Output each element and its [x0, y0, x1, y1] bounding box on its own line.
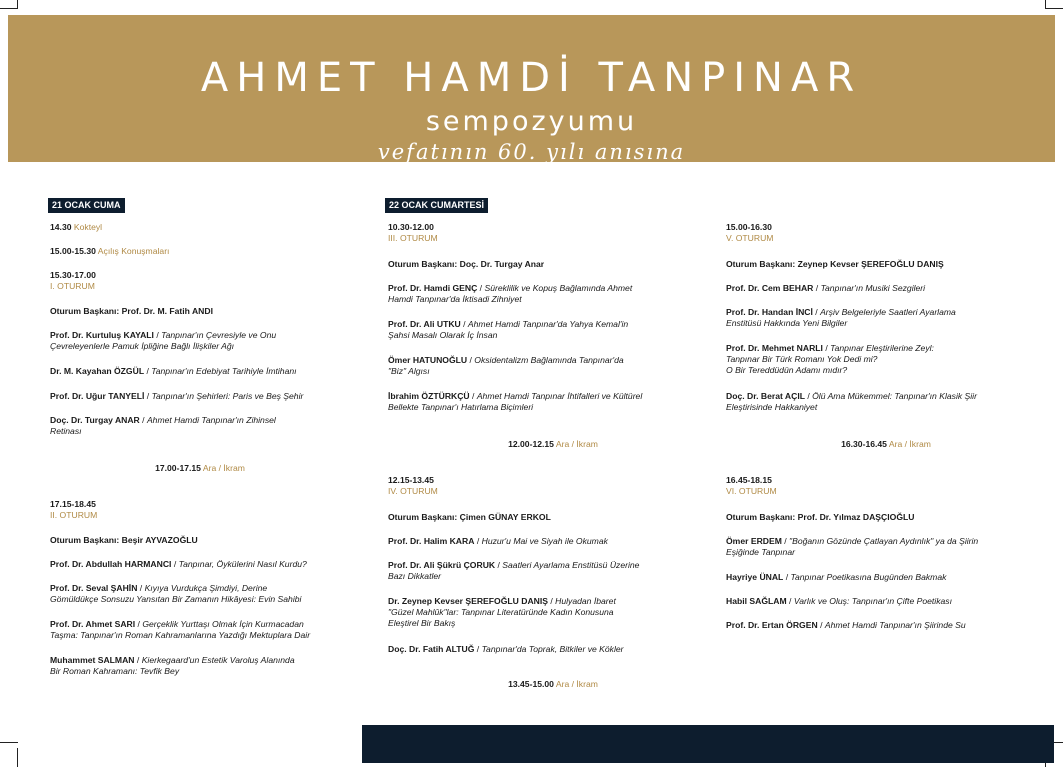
break-time: 16.30-16.45: [841, 439, 887, 449]
talk-title: Kıyıya Vurdukça Şimdiyi, Derine: [144, 583, 268, 593]
talk: Prof. Dr. Cem BEHAR / Tanpınar'ın Musiki Sezgileri: [726, 283, 926, 293]
talk-title: Tanpınar Poetikasına Bugünden Bakmak: [790, 572, 947, 582]
talk-title: Gömüldükçe Sonsuzu Yansıtan Bir Zamanın Hikâyesi: Evin Sahibi: [50, 594, 302, 604]
speaker-name: Hayriye ÜNAL: [726, 572, 784, 582]
break-time: 17.00-17.15: [155, 463, 201, 473]
talk: Prof. Dr. Ertan ÖRGEN / Ahmet Hamdi Tanpınar'ın Şiirinde Su: [726, 620, 966, 630]
speaker-name: Prof. Dr. Ali UTKU: [388, 319, 461, 329]
talk-title: Bazı Dikkatler: [388, 571, 442, 581]
talk: Ömer HATUNOĞLU / Oksidentalizm Bağlamında Tanpınar'da "Biz" Algısı: [388, 355, 624, 376]
speaker-name: Prof. Dr. Hamdi GENÇ: [388, 283, 478, 293]
session-chair: Oturum Başkanı: Prof. Dr. M. Fatih ANDI: [50, 306, 213, 316]
session-chair: Oturum Başkanı: Beşir AYVAZOĞLU: [50, 535, 198, 545]
talk-title: Ölü Ama Mükemmel: Tanpınar'ın Klasik Şiir: [812, 391, 977, 401]
break: [388, 439, 718, 450]
talk-title: Hamdi Tanpınar'da İktisadi Zihniyet: [388, 294, 522, 304]
speaker-name: Habil SAĞLAM: [726, 596, 787, 606]
break: [726, 439, 1046, 450]
session-label: V. OTURUM: [726, 233, 774, 243]
talk: Habil SAĞLAM / Varlık ve Oluş: Tanpınar'ın Çifte Poetikası: [726, 596, 952, 606]
talk: Prof. Dr. Ahmet SARI / Gerçeklik Yurttaşı Olmak İçin Kurmacadan Taşma: Tanpınar'ın Roman Kahramanlarına Yazdığı Mektuplara Dair: [50, 619, 311, 640]
session-label: II. OTURUM: [50, 510, 98, 520]
speaker-name: Doç. Dr. Fatih ALTUĞ: [388, 644, 475, 654]
talk: Doç. Dr. Fatih ALTUĞ / Tanpınar'da Toprak, Bitkiler ve Kökler: [388, 644, 624, 654]
session-chair: Oturum Başkanı: Çimen GÜNAY ERKOL: [388, 512, 551, 522]
break: [50, 463, 350, 474]
day2-column-a: [388, 222, 718, 692]
session-header: [50, 499, 350, 521]
talk: Prof. Dr. Ali UTKU / Ahmet Hamdi Tanpınar'da Yahya Kemal'in Şahsi Masalı Olarak İç İnsan: [388, 319, 629, 340]
break-label: Ara / İkram: [555, 439, 598, 449]
event-opening: [50, 246, 350, 257]
talk-title: Eşiğinde Tanpınar: [726, 547, 795, 557]
talk-title: Saatleri Ayarlama Enstitüsü Üzerine: [502, 560, 640, 570]
talk-title: Çevreleyenlerle Pamuk İpliğine Bağlı İlişkiler Ağı: [50, 341, 235, 351]
speaker-name: Doç. Dr. Berat AÇIL: [726, 391, 805, 401]
talk-title: Ahmet Hamdi Tanpınar İhtifalleri ve Kültürel: [476, 391, 643, 401]
speaker-name: Muhammet SALMAN: [50, 655, 135, 665]
talk: Prof. Dr. Seval ŞAHİN / Kıyıya Vurdukça Şimdiyi, Derine Gömüldükçe Sonsuzu Yansıtan Bir Zamanın Hikâyesi: Evin Sahibi: [50, 583, 302, 604]
day1-column: [50, 222, 350, 692]
footer-bar: [362, 725, 1054, 763]
day2-column-b: [726, 222, 1046, 662]
speaker-name: Prof. Dr. Uğur TANYELİ: [50, 391, 145, 401]
talk-title: Bellekte Tanpınar'ı Hatırlama Biçimleri: [388, 402, 534, 412]
talk-title: Taşma: Tanpınar'ın Roman Kahramanlarına Yazdığı Mektuplara Dair: [50, 630, 311, 640]
talk-title: Varlık ve Oluş: Tanpınar'ın Çifte Poetikası: [793, 596, 952, 606]
talk: Doç. Dr. Turgay ANAR / Ahmet Hamdi Tanpınar'ın Zihinsel Retinası: [50, 415, 276, 436]
talk: Prof. Dr. Halim KARA / Huzur'u Mai ve Siyah ile Okumak: [388, 536, 608, 546]
talk: Prof. Dr. Handan İNCİ / Arşiv Belgeleriyle Saatleri Ayarlama Enstitüsü Hakkında Yeni Bilgiler: [726, 307, 956, 328]
speaker-name: Prof. Dr. Abdullah HARMANCI: [50, 559, 172, 569]
talk-title: Ahmet Hamdi Tanpınar'ın Zihinsel: [146, 415, 276, 425]
session-label: III. OTURUM: [388, 233, 438, 243]
session-time: 10.30-12.00: [388, 222, 434, 232]
session-header: [388, 222, 718, 244]
speaker-name: Dr. Zeynep Kevser ŞEREFOĞLU DANIŞ: [388, 596, 548, 606]
talk-title: "Güzel Mahlûk"lar: Tanpınar Literatüründe Kadın Konusuna: [388, 607, 614, 617]
talk: Prof. Dr. Hamdi GENÇ / Süreklilik ve Kopuş Bağlamında Ahmet Hamdi Tanpınar'da İktisadi Zihniyet: [388, 283, 633, 304]
talk-title: Gerçeklik Yurttaşı Olmak İçin Kurmacadan: [142, 619, 304, 629]
talk-title: Tanpınar Eleştirilerine Zeyl:: [830, 343, 934, 353]
talk-title: Tanpınar'ın Şehirleri: Paris ve Beş Şehir: [151, 391, 304, 401]
talk: Prof. Dr. Abdullah HARMANCI / Tanpınar, Öykülerini Nasıl Kurdu?: [50, 559, 307, 569]
talk-title: "Boğanın Gözünde Çatlayan Aydınlık" ya da Şiirin: [789, 536, 979, 546]
talk: Prof. Dr. Kurtuluş KAYALI / Tanpınar'ın Çevresiyle ve Onu Çevreleyenlerle Pamuk İpliğine Bağlı İlişkiler Ağı: [50, 330, 277, 351]
talk-title: Ahmet Hamdi Tanpınar'ın Şiirinde Su: [824, 620, 966, 630]
talk: Prof. Dr. Mehmet NARLI / Tanpınar Eleştirilerine Zeyl: Tanpınar Bir Türk Romanı Yok Dedi mi? O Bir Tereddüdün Adamı mıdır?: [726, 343, 934, 375]
speaker-name: Prof. Dr. Ertan ÖRGEN: [726, 620, 818, 630]
break-label: Ara / İkram: [202, 463, 245, 473]
session-header: [726, 475, 1046, 497]
talk-title: Hulyadan İbaret: [555, 596, 616, 606]
speaker-name: Prof. Dr. Kurtuluş KAYALI: [50, 330, 154, 340]
event-label: Kokteyl: [73, 222, 103, 232]
break-label: Ara / İkram: [888, 439, 931, 449]
symposium-tagline: vefatının 60. yılı anısına: [377, 140, 686, 164]
talk: Dr. Zeynep Kevser ŞEREFOĞLU DANIŞ / Hulyadan İbaret "Güzel Mahlûk"lar: Tanpınar Literatüründe Kadın Konusuna Eleştirel Bir Bakış: [388, 596, 616, 628]
talk-title: Tanpınar'da Toprak, Bitkiler ve Kökler: [481, 644, 624, 654]
talk-title: Retinası: [50, 426, 82, 436]
session-time: 15.30-17.00: [50, 270, 96, 280]
speaker-name: Doç. Dr. Turgay ANAR: [50, 415, 140, 425]
speaker-name: Dr. M. Kayahan ÖZGÜL: [50, 366, 145, 376]
session-time: 16.45-18.15: [726, 475, 772, 485]
talk-title: Ahmet Hamdi Tanpınar'da Yahya Kemal'in: [467, 319, 629, 329]
speaker-name: Prof. Dr. Ahmet SARI: [50, 619, 136, 629]
talk-title: Kierkegaard'un Estetik Varoluş Alanında: [141, 655, 295, 665]
session-label: I. OTURUM: [50, 281, 95, 291]
break: [388, 679, 718, 690]
speaker-name: Prof. Dr. Mehmet NARLI: [726, 343, 823, 353]
event-time: 15.00-15.30: [50, 246, 96, 256]
speaker-name: Prof. Dr. Cem BEHAR: [726, 283, 814, 293]
talk: İbrahim ÖZTÜRKÇÜ / Ahmet Hamdi Tanpınar İhtifalleri ve Kültürel Bellekte Tanpınar'ı Hatırlama Biçimleri: [388, 391, 643, 412]
symposium-subtitle: sempozyumu: [425, 106, 638, 137]
talk-title: Eleştirel Bir Bakış: [388, 618, 456, 628]
talk-title: "Biz" Algısı: [388, 366, 430, 376]
talk: Muhammet SALMAN / Kierkegaard'un Estetik Varoluş Alanında Bir Roman Kahramanı: Tevfik Bey: [50, 655, 295, 676]
break-time: 13.45-15.00: [508, 679, 554, 689]
session-time: 12.15-13.45: [388, 475, 434, 485]
talk-title: O Bir Tereddüdün Adamı mıdır?: [726, 365, 848, 375]
speaker-name: Prof. Dr. Seval ŞAHİN: [50, 583, 138, 593]
talk: Prof. Dr. Ali Şükrü ÇORUK / Saatleri Ayarlama Enstitüsü Üzerine Bazı Dikkatler: [388, 560, 640, 581]
speaker-name: Prof. Dr. Halim KARA: [388, 536, 475, 546]
talk-title: Tanpınar Bir Türk Romanı Yok Dedi mi?: [726, 354, 878, 364]
header-banner: [8, 15, 1055, 162]
crop-mark: [1045, 0, 1046, 8]
session-label: VI. OTURUM: [726, 486, 777, 496]
session-chair: Oturum Başkanı: Doç. Dr. Turgay Anar: [388, 259, 545, 269]
talk: Ömer ERDEM / "Boğanın Gözünde Çatlayan Aydınlık" ya da Şiirin Eşiğinde Tanpınar: [726, 536, 979, 557]
talk-title: Tanpınar'ın Edebiyat Tarihiyle İmtihanı: [151, 366, 297, 376]
talk-title: Tanpınar'ın Musiki Sezgileri: [820, 283, 926, 293]
day2-badge: 22 OCAK CUMARTESİ: [385, 198, 488, 213]
speaker-name: Prof. Dr. Ali Şükrü ÇORUK: [388, 560, 496, 570]
session-time: 17.15-18.45: [50, 499, 96, 509]
crop-mark: [0, 8, 18, 9]
session-chair: Oturum Başkanı: Zeynep Kevser ŞEREFOĞLU DANIŞ: [726, 259, 944, 269]
talk-title: Tanpınar'ın Çevresiyle ve Onu: [161, 330, 277, 340]
talk-title: Tanpınar, Öykülerini Nasıl Kurdu?: [178, 559, 307, 569]
crop-mark: [17, 748, 18, 767]
symposium-title: AHMET HAMDİ TANPINAR: [200, 55, 863, 101]
talk-title: Huzur'u Mai ve Siyah ile Okumak: [481, 536, 608, 546]
session-label: IV. OTURUM: [388, 486, 438, 496]
talk: Prof. Dr. Uğur TANYELİ / Tanpınar'ın Şehirleri: Paris ve Beş Şehir: [50, 391, 304, 401]
speaker-name: İbrahim ÖZTÜRKÇÜ: [388, 391, 470, 401]
session-header: [50, 270, 350, 292]
talk-title: Arşiv Belgeleriyle Saatleri Ayarlama: [820, 307, 956, 317]
talk-title: Süreklilik ve Kopuş Bağlamında Ahmet: [484, 283, 633, 293]
talk-title: Eleştirisinde Hakkaniyet: [726, 402, 818, 412]
event-label: Açılış Konuşmaları: [97, 246, 170, 256]
day1-badge: 21 OCAK CUMA: [48, 198, 125, 213]
session-chair: Oturum Başkanı: Prof. Dr. Yılmaz DAŞÇIOĞLU: [726, 512, 915, 522]
event-time: 14.30: [50, 222, 72, 232]
talk: Dr. M. Kayahan ÖZGÜL / Tanpınar'ın Edebiyat Tarihiyle İmtihanı: [50, 366, 297, 376]
break-label: Ara / İkram: [555, 679, 598, 689]
session-header: [388, 475, 718, 497]
event-cocktail: [50, 222, 350, 233]
talk-title: Oksidentalizm Bağlamında Tanpınar'da: [474, 355, 624, 365]
talk-title: Şahsi Masalı Olarak İç İnsan: [388, 330, 498, 340]
session-header: [726, 222, 1046, 244]
talk: Hayriye ÜNAL / Tanpınar Poetikasına Bugünden Bakmak: [726, 572, 947, 582]
speaker-name: Prof. Dr. Handan İNCİ: [726, 307, 813, 317]
session-time: 15.00-16.30: [726, 222, 772, 232]
crop-mark: [17, 0, 18, 8]
talk: Doç. Dr. Berat AÇIL / Ölü Ama Mükemmel: Tanpınar'ın Klasik Şiir Eleştirisinde Hakkaniyet: [726, 391, 977, 412]
crop-mark: [0, 742, 18, 743]
crop-mark: [1045, 8, 1063, 9]
speaker-name: Ömer ERDEM: [726, 536, 782, 546]
talk-title: Enstitüsü Hakkında Yeni Bilgiler: [726, 318, 848, 328]
break-time: 12.00-12.15: [508, 439, 554, 449]
speaker-name: Ömer HATUNOĞLU: [388, 355, 468, 365]
talk-title: Bir Roman Kahramanı: Tevfik Bey: [50, 666, 180, 676]
